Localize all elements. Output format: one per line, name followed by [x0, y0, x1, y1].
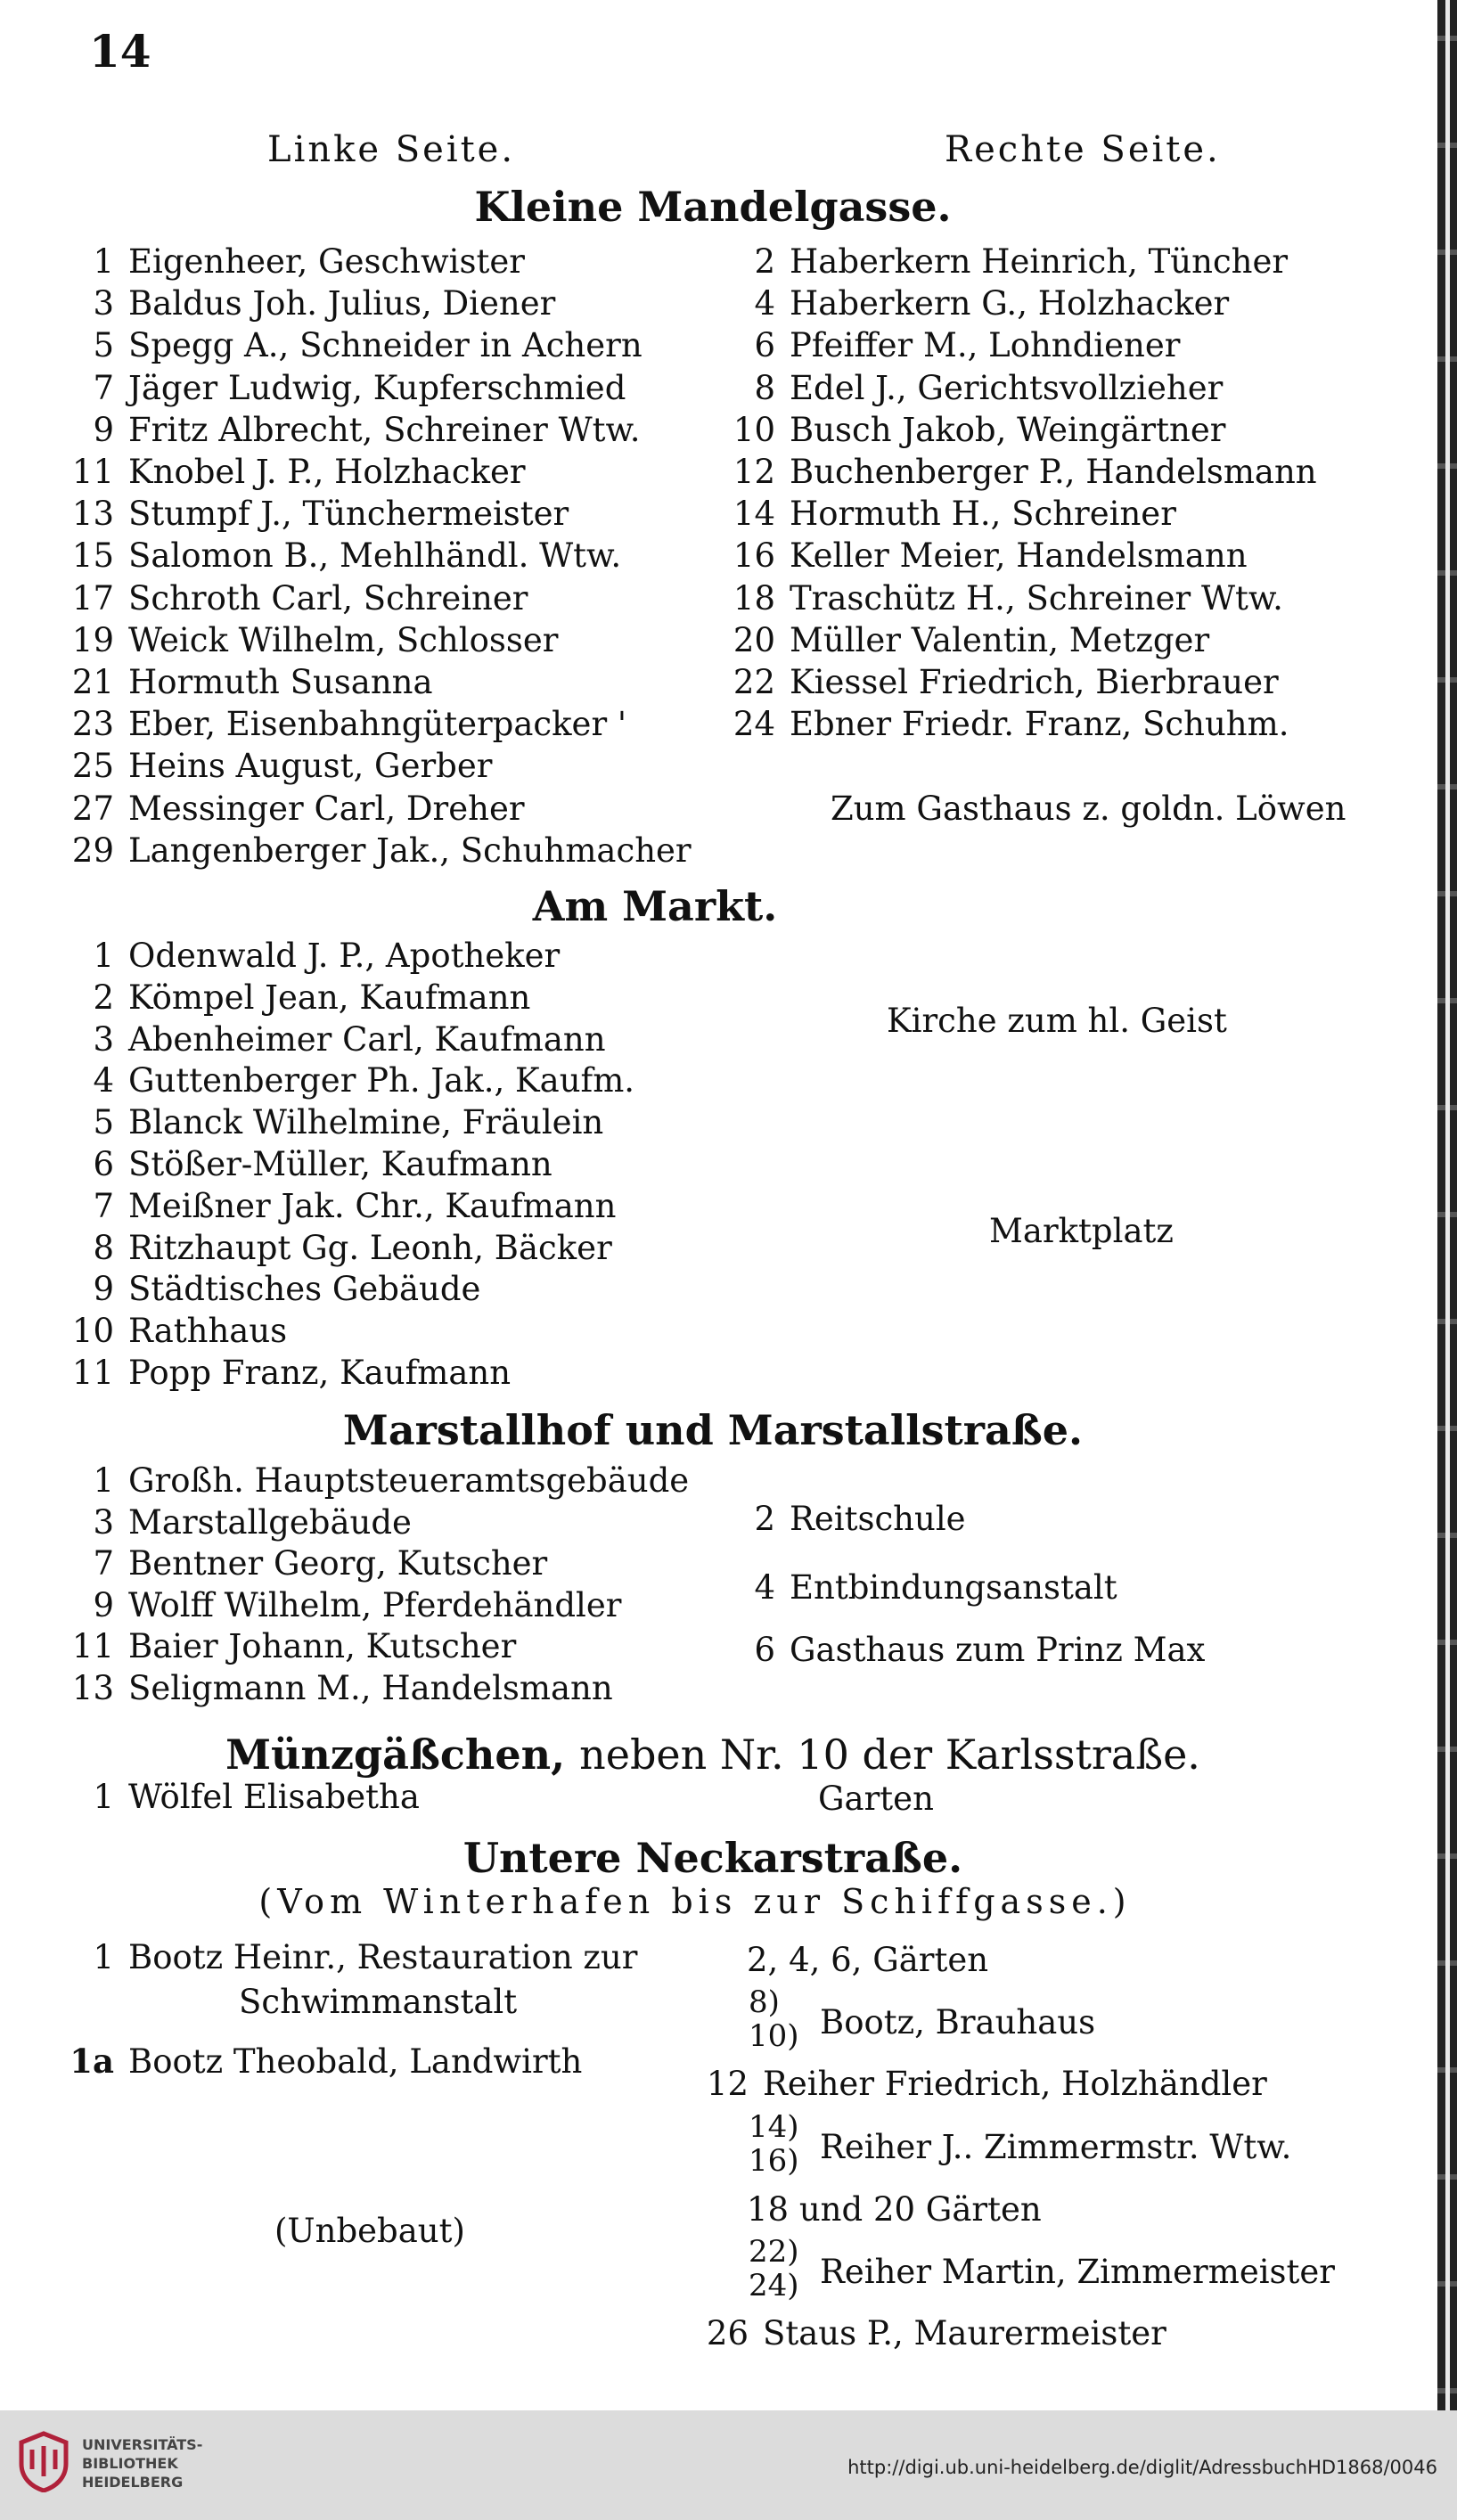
house-number: 2: [754, 242, 775, 281]
column-header-right: Rechte Seite.: [945, 129, 1221, 170]
resident-text: Blanck Wilhelmine, Fräulein: [128, 1103, 604, 1142]
list-item: [62, 1586, 621, 1625]
resident-text: Popp Franz, Kaufmann: [128, 1354, 512, 1392]
resident-text: Langenberger Jak., Schuhmacher: [128, 830, 692, 870]
resident-text: Fritz Albrecht, Schreiner Wtw.: [128, 410, 641, 449]
list-item: [62, 747, 492, 786]
house-number: 1: [93, 1461, 114, 1500]
section-title-kleine-mandelgasse: Kleine Mandelgasse.: [474, 183, 952, 231]
list-item: [713, 242, 1288, 282]
resident-text: Odenwald J. P., Apotheker: [128, 937, 561, 975]
house-number: 20: [733, 620, 775, 659]
house-number: 5: [93, 1103, 114, 1142]
resident-text: Meißner Jak. Chr., Kaufmann: [128, 1186, 617, 1225]
house-number: 11: [71, 453, 114, 491]
resident-text: Guttenberger Ph. Jak., Kaufm.: [128, 1061, 635, 1100]
list-item: [62, 1544, 547, 1583]
section-title-muenzgaesschen: Münzgäßchen, neben Nr. 10 der Karlsstraße.: [225, 1730, 1200, 1779]
house-number: 19: [71, 620, 114, 659]
list-item: [62, 790, 525, 829]
list-item: [62, 1187, 616, 1226]
list-item: [713, 621, 1209, 660]
house-number: 9: [93, 1585, 114, 1624]
house-number: 4: [754, 284, 775, 323]
house-number: 8: [754, 368, 775, 407]
house-number: 8: [93, 1228, 114, 1267]
resident-text: Salomon B., Mehlhändl. Wtw.: [128, 536, 622, 576]
list-item: [62, 495, 569, 534]
list-item: [62, 1061, 634, 1100]
resident-text: Messinger Carl, Dreher: [128, 789, 525, 828]
resident-text: Hormuth H., Schreiner: [790, 495, 1176, 534]
list-item: [713, 579, 1283, 618]
list-item: [713, 284, 1229, 323]
resident-text: Weick Wilhelm, Schlosser: [128, 620, 559, 659]
house-number: 24: [733, 705, 775, 744]
footer-bar: [0, 2410, 1457, 2520]
list-item: [62, 1145, 553, 1184]
resident-text: Wolff Wilhelm, Pferdehändler: [128, 1585, 622, 1624]
brace-numbers: 14) 16): [749, 2109, 799, 2179]
section-title-untere-neckarstrasse: Untere Neckarstraße.: [462, 1834, 963, 1882]
resident-text: Baier Johann, Kutscher: [128, 1627, 517, 1666]
list-item: [62, 1229, 612, 1268]
resident-text: Bentner Georg, Kutscher: [128, 1544, 548, 1583]
list-item: [713, 663, 1279, 702]
list-item: [62, 978, 530, 1018]
brace-numbers: 8) 10): [749, 1984, 799, 2054]
list-item: [62, 1461, 689, 1501]
list-item: [62, 1669, 613, 1708]
house-number: 22: [733, 663, 775, 701]
list-item: 2 Reitschule: [754, 1500, 966, 1538]
house-number: 13: [71, 1669, 114, 1707]
kirche-note: Kirche zum hl. Geist: [887, 1002, 1227, 1040]
house-number: 12: [733, 453, 775, 491]
resident-text: Jäger Ludwig, Kupferschmied: [128, 368, 626, 407]
resident-text: Ebner Friedr. Franz, Schuhm.: [790, 705, 1289, 744]
page-edge-highlight: [1445, 0, 1450, 2410]
list-item: [62, 536, 621, 576]
resident-text: Kiessel Friedrich, Bierbrauer: [790, 663, 1279, 701]
resident-text: Abenheimer Carl, Kaufmann: [128, 1019, 606, 1059]
house-number: 13: [71, 495, 114, 534]
house-number: 10: [71, 1312, 114, 1351]
house-number: 11: [71, 1627, 114, 1666]
house-number: 11: [71, 1354, 114, 1392]
list-item: [62, 1020, 606, 1060]
house-number: 3: [93, 1502, 114, 1542]
house-number: 7: [93, 1186, 114, 1225]
house-number: 23: [71, 705, 114, 744]
list-item: Reiher Martin, Zimmermeister: [820, 2253, 1335, 2291]
house-number: 1: [93, 937, 114, 975]
library-logo-text: UNIVERSITÄTS- BIBLIOTHEK HEIDELBERG: [82, 2436, 203, 2491]
list-item: [62, 1312, 287, 1351]
list-item: [62, 284, 555, 323]
resident-text: Städtisches Gebäude: [128, 1270, 481, 1309]
list-item: [62, 831, 692, 871]
resident-text: Marstallgebäude: [128, 1502, 412, 1542]
house-number: 9: [93, 1270, 114, 1309]
list-item: [713, 411, 1225, 450]
list-item: [62, 579, 528, 618]
resident-text: Eber, Eisenbahngüterpacker ': [128, 705, 627, 744]
list-item-continuation: Schwimmanstalt: [239, 1983, 518, 2021]
resident-text: Haberkern Heinrich, Tüncher: [790, 242, 1289, 281]
house-number: 3: [93, 284, 114, 323]
resident-text: Eigenheer, Geschwister: [128, 242, 525, 281]
list-item: [62, 411, 641, 450]
list-item: Reiher J.. Zimmermstr. Wtw.: [820, 2128, 1292, 2166]
resident-text: Müller Valentin, Metzger: [790, 620, 1210, 659]
house-number: 6: [754, 326, 775, 365]
resident-text: Heins August, Gerber: [128, 747, 493, 786]
resident-text: Knobel J. P., Holzhacker: [128, 453, 526, 491]
resident-text: Stumpf J., Tünchermeister: [128, 495, 569, 534]
resident-text: Großh. Hauptsteueramtsgebäude: [128, 1461, 690, 1500]
list-item: 1 Wölfel Elisabetha: [93, 1778, 420, 1816]
list-item: [62, 326, 643, 365]
list-item: [713, 326, 1180, 365]
house-number: 7: [93, 1544, 114, 1583]
list-item: [713, 369, 1223, 408]
resident-text: Baldus Joh. Julius, Diener: [128, 284, 556, 323]
source-url-link[interactable]: http://digi.ub.uni-heidelberg.de/diglit/AdressbuchHD1868/0046: [847, 2457, 1437, 2478]
house-number: 7: [93, 368, 114, 407]
section-title-marstallhof: Marstallhof und Marstallstraße.: [342, 1406, 1084, 1454]
resident-text: Ritzhaupt Gg. Leonh, Bäcker: [128, 1228, 612, 1267]
resident-text: Traschütz H., Schreiner Wtw.: [790, 578, 1283, 618]
resident-text: Haberkern G., Holzhacker: [790, 284, 1230, 323]
list-item: [62, 621, 558, 660]
resident-text: Schroth Carl, Schreiner: [128, 578, 528, 618]
resident-text: Keller Meier, Handelsmann: [790, 536, 1248, 576]
house-number: 15: [71, 536, 114, 576]
list-item: 2, 4, 6, Gärten: [747, 1941, 989, 1979]
list-item: [62, 1270, 480, 1309]
list-item: [62, 1354, 511, 1393]
column-header-left: Linke Seite.: [267, 129, 516, 170]
list-item: [713, 453, 1317, 492]
house-number: 10: [733, 410, 775, 449]
resident-text: Stößer-Müller, Kaufmann: [128, 1145, 553, 1183]
house-number: 6: [93, 1145, 114, 1183]
house-number: 29: [71, 830, 114, 870]
house-number: 21: [71, 663, 114, 701]
list-item: [62, 369, 626, 408]
list-item: 12 Reiher Friedrich, Holzhändler: [706, 2065, 1267, 2103]
house-number: 5: [93, 326, 114, 365]
library-logo-icon: [16, 2430, 71, 2492]
section-subtitle-untere-neckarstrasse: (Vom Winterhafen bis zur Schiffgasse.): [258, 1882, 1132, 1921]
list-item: [713, 705, 1289, 744]
list-item: [62, 1503, 412, 1542]
house-number: 3: [93, 1019, 114, 1059]
list-item: [62, 453, 526, 492]
house-number: 18: [733, 578, 775, 618]
house-number: 9: [93, 410, 114, 449]
list-item: [713, 495, 1176, 534]
house-number: 25: [71, 747, 114, 786]
section-title-am-markt: Am Markt.: [532, 882, 778, 930]
resident-text: Seligmann M., Handelsmann: [128, 1669, 613, 1707]
resident-text: Rathhaus: [128, 1312, 288, 1351]
list-item: Bootz, Brauhaus: [820, 2003, 1096, 2041]
house-number: 14: [733, 495, 775, 534]
house-number: 17: [71, 578, 114, 618]
marktplatz-note: Marktplatz: [989, 1212, 1174, 1250]
list-item: [713, 536, 1248, 576]
resident-text: Hormuth Susanna: [128, 663, 433, 701]
house-number: 27: [71, 789, 114, 828]
house-number: 4: [93, 1061, 114, 1100]
list-item: [62, 705, 626, 744]
house-number: 1: [93, 242, 114, 281]
list-item: 26 Staus P., Maurermeister: [706, 2314, 1166, 2352]
resident-text: Pfeiffer M., Lohndiener: [790, 326, 1181, 365]
list-item: [62, 663, 433, 702]
house-number: 2: [93, 978, 114, 1017]
resident-text: Edel J., Gerichtsvollzieher: [790, 368, 1224, 407]
list-item: [62, 242, 525, 282]
list-item: 6 Gasthaus zum Prinz Max: [754, 1631, 1206, 1669]
garten-note: Garten: [818, 1780, 934, 1818]
brace-numbers: 22) 24): [749, 2234, 799, 2303]
list-item: 1a Bootz Theobald, Landwirth: [70, 2041, 583, 2081]
unbebaut-note: (Unbebaut): [274, 2212, 465, 2250]
page-number: 14: [89, 25, 151, 78]
list-item: [62, 1103, 603, 1142]
resident-text: Kömpel Jean, Kaufmann: [128, 978, 531, 1017]
resident-text: Busch Jakob, Weingärtner: [790, 410, 1226, 449]
list-item: 1 Bootz Heinr., Restauration zur: [93, 1938, 638, 1976]
gasthaus-note: Zum Gasthaus z. goldn. Löwen: [831, 790, 1346, 828]
resident-text: Spegg A., Schneider in Achern: [128, 326, 643, 365]
list-item: [62, 1627, 516, 1666]
resident-text: Buchenberger P., Handelsmann: [790, 453, 1317, 491]
house-number: 16: [733, 536, 775, 576]
list-item: 4 Entbindungsanstalt: [754, 1568, 1117, 1607]
list-item: [62, 937, 560, 976]
list-item: 18 und 20 Gärten: [747, 2190, 1042, 2229]
